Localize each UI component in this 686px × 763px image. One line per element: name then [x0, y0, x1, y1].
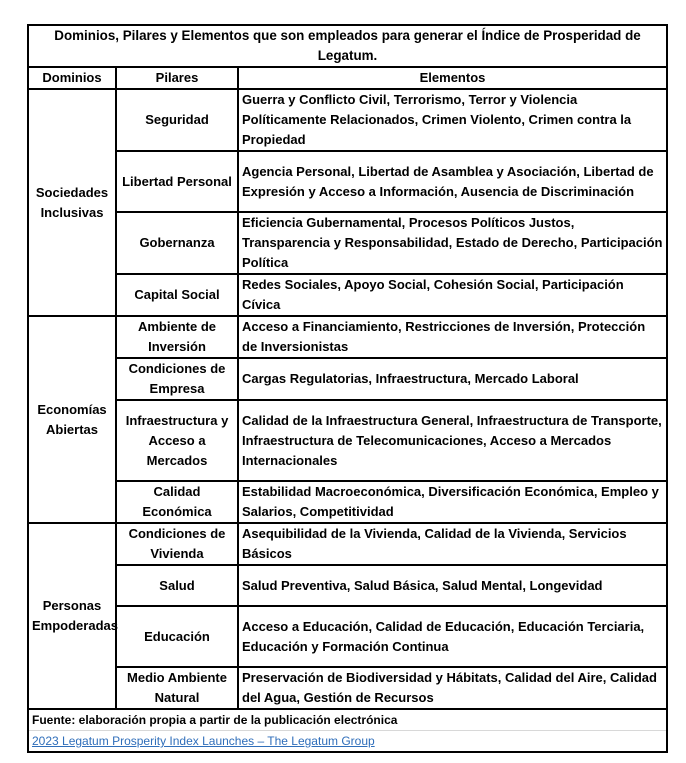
elements-cell: Cargas Regulatorias, Infraestructura, Mercado Laboral — [238, 358, 666, 400]
elements-cell: Acceso a Financiamiento, Restricciones de Inversión, Protección de Inversionistas — [238, 316, 666, 358]
pillar-cell: Infraestructura y Acceso a Mercados — [116, 400, 238, 481]
pillar-cell: Seguridad — [116, 89, 238, 151]
domain-cell: Personas Empoderadas — [29, 523, 116, 709]
table-row — [29, 151, 666, 212]
elements-cell: Agencia Personal, Libertad de Asamblea y Asociación, Libertad de Expresión y Acceso a Información, Ausencia de Discriminación — [238, 151, 666, 212]
elements-cell: Acceso a Educación, Calidad de Educación, Educación Terciaria, Educación y Formación Continua — [238, 606, 666, 667]
domain-cell: Economías Abiertas — [29, 316, 116, 523]
table-row — [29, 523, 666, 565]
table-row — [29, 274, 666, 316]
table-row — [29, 316, 666, 358]
header-elementos: Elementos — [238, 67, 666, 89]
elements-cell: Asequibilidad de la Vivienda, Calidad de la Vivienda, Servicios Básicos — [238, 523, 666, 565]
elements-cell: Preservación de Biodiversidad y Hábitats, Calidad del Aire, Calidad del Agua, Gestión de Recursos — [238, 667, 666, 709]
table-row — [29, 358, 666, 400]
elements-cell: Eficiencia Gubernamental, Procesos Políticos Justos, Transparencia y Responsabilidad, Estado de Derecho, Participación Política — [238, 212, 666, 274]
pillar-cell: Condiciones de Vivienda — [116, 523, 238, 565]
elements-cell: Redes Sociales, Apoyo Social, Cohesión Social, Participación Cívica — [238, 274, 666, 316]
pillar-cell: Condiciones de Empresa — [116, 358, 238, 400]
table-row — [29, 565, 666, 606]
elements-cell: Calidad de la Infraestructura General, Infraestructura de Transporte, Infraestructura de Telecomunicaciones, Acceso a Mercados Internacionales — [238, 400, 666, 481]
source-link[interactable]: 2023 Legatum Prosperity Index Launches – The Legatum Group — [32, 734, 375, 748]
link-row — [29, 731, 666, 752]
pillar-cell: Calidad Económica — [116, 481, 238, 523]
table-title: Dominios, Pilares y Elementos que son empleados para generar el Índice de Prosperidad de Legatum. — [29, 26, 666, 67]
pillar-cell: Gobernanza — [116, 212, 238, 274]
table-row — [29, 212, 666, 274]
source-note: Fuente: elaboración propia a partir de la publicación electrónica — [29, 709, 666, 731]
pillar-cell: Libertad Personal — [116, 151, 238, 212]
table-row — [29, 481, 666, 523]
header-pilares: Pilares — [116, 67, 238, 89]
pillar-cell: Salud — [116, 565, 238, 606]
header-dominios: Dominios — [29, 67, 116, 89]
table-row — [29, 606, 666, 667]
table-row — [29, 667, 666, 709]
table-row — [29, 89, 666, 151]
pillar-cell: Capital Social — [116, 274, 238, 316]
elements-cell: Estabilidad Macroeconómica, Diversificación Económica, Empleo y Salarios, Competitividad — [238, 481, 666, 523]
elements-cell: Salud Preventiva, Salud Básica, Salud Mental, Longevidad — [238, 565, 666, 606]
elements-cell: Guerra y Conflicto Civil, Terrorismo, Terror y Violencia Políticamente Relacionados, Crimen Violento, Crimen contra la Propiedad — [238, 89, 666, 151]
prosperity-index-table — [27, 24, 668, 753]
pillar-cell: Educación — [116, 606, 238, 667]
domain-cell: Sociedades Inclusivas — [29, 89, 116, 316]
pillar-cell: Ambiente de Inversión — [116, 316, 238, 358]
source-row — [29, 709, 666, 731]
header-row — [29, 67, 666, 89]
table-row — [29, 400, 666, 481]
pillar-cell: Medio Ambiente Natural — [116, 667, 238, 709]
